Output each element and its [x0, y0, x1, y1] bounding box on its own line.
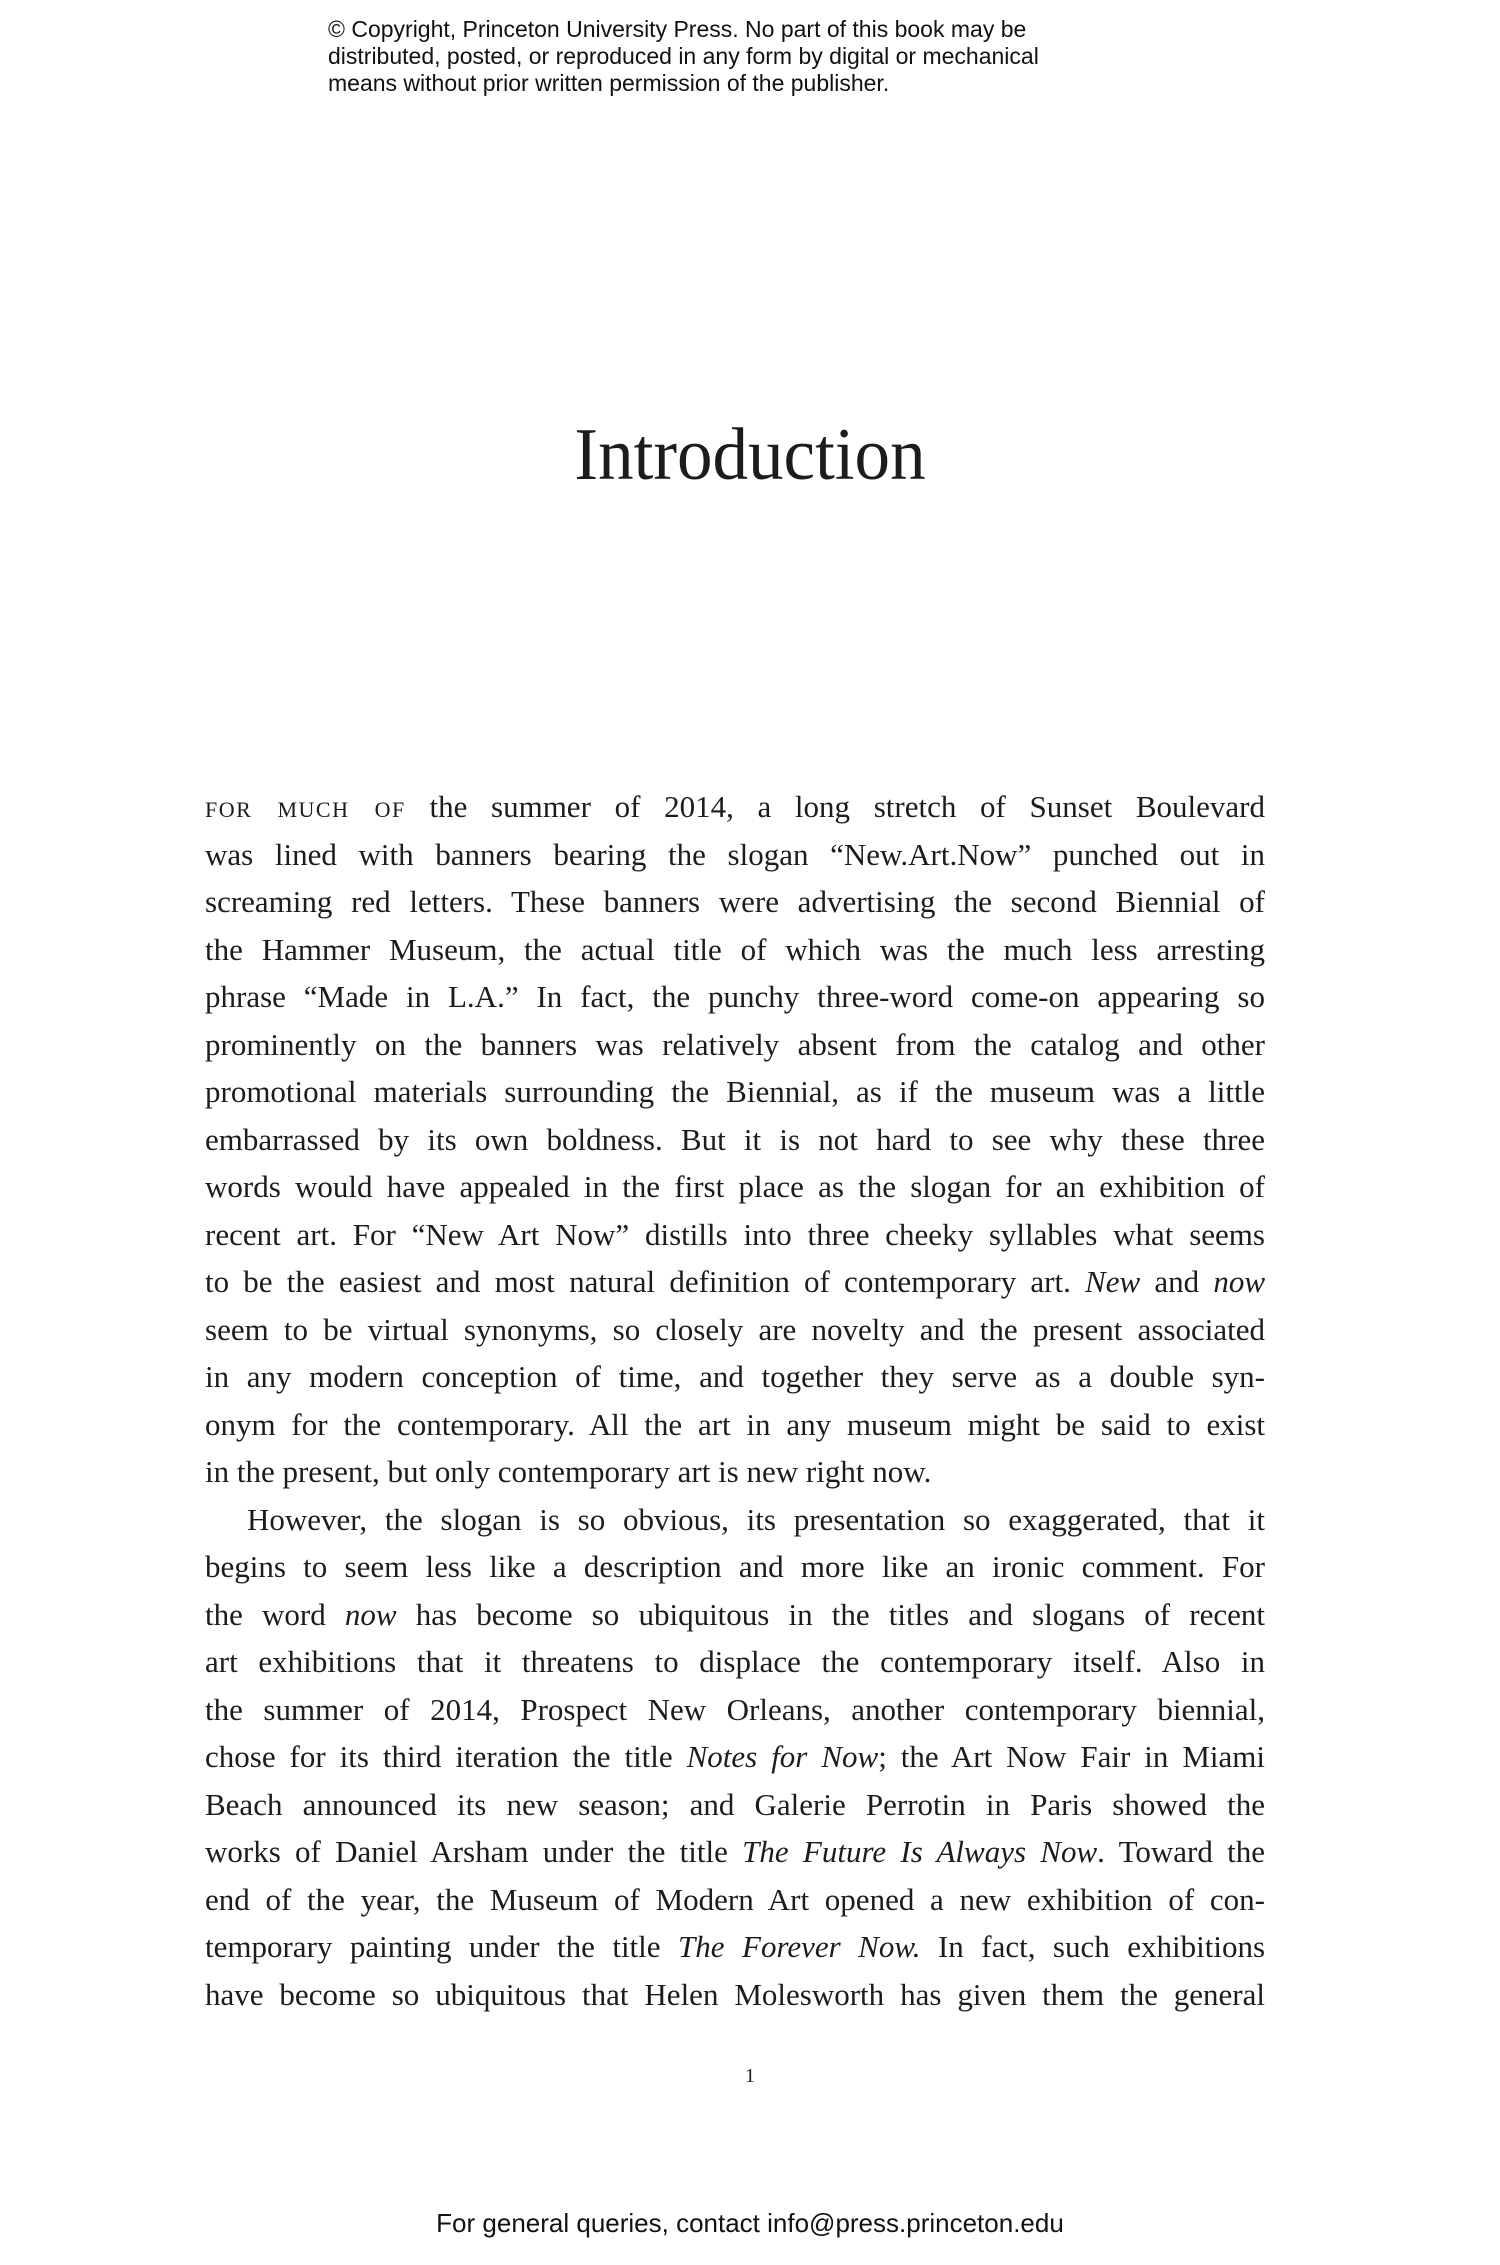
text-run: the word	[205, 1596, 345, 1632]
text-run: the summer of 2014, Prospect New Orleans, another contemporary biennial,	[205, 1691, 1265, 1727]
text-run: onym for the contemporary. All the art in any museum might be said to exist	[205, 1406, 1265, 1442]
text-run: Beach announced its new season; and Galerie Perrotin in Paris showed the	[205, 1786, 1265, 1822]
text-line	[205, 1591, 1265, 1639]
lead-in-small-caps: for much of	[205, 789, 406, 824]
italic-title: Notes for Now	[686, 1739, 879, 1774]
text-line	[205, 1828, 1265, 1876]
text-run: In fact, such exhibitions	[920, 1929, 1266, 1964]
text-run: in any modern conception of time, and together they serve as a double syn-	[205, 1359, 1265, 1394]
copyright-line: © Copyright, Princeton University Press. No part of this book may be	[328, 16, 1027, 42]
chapter-title: Introduction	[574, 414, 926, 496]
text-run: ; the Art Now Fair in Miami	[878, 1739, 1265, 1774]
body-text	[205, 783, 1265, 2018]
text-run: promotional materials surrounding the Biennial, as if the museum was a little	[205, 1074, 1265, 1109]
text-line	[205, 1448, 1265, 1496]
text-run: prominently on the banners was relatively absent from the catalog and other	[205, 1026, 1265, 1062]
text-line	[205, 1496, 1265, 1544]
text-line	[205, 1306, 1265, 1354]
text-run: end of the year, the Museum of Modern Art opened a new exhibition of con-	[205, 1881, 1265, 1917]
text-line	[205, 1021, 1265, 1069]
text-line	[205, 1068, 1265, 1116]
text-run: in the present, but only contemporary art is new right now.	[205, 1454, 932, 1489]
text-run: art exhibitions that it threatens to displace the contemporary itself. Also in	[205, 1644, 1265, 1679]
footer-contact: For general queries, contact info@press.princeton.edu	[436, 2208, 1064, 2238]
text-run: works of Daniel Arsham under the title	[205, 1834, 743, 1869]
text-line	[205, 973, 1265, 1021]
text-line	[205, 1781, 1265, 1829]
text-run: the Hammer Museum, the actual title of which was the much less arresting	[205, 931, 1265, 967]
text-run: and	[1140, 1264, 1214, 1299]
text-run: temporary painting under the title	[205, 1929, 679, 1964]
text-line	[205, 1353, 1265, 1401]
text-run: embarrassed by its own boldness. But it is not hard to see why these three	[205, 1121, 1265, 1157]
text-line	[205, 1401, 1265, 1449]
text-run: seem to be virtual synonyms, so closely are novelty and the present associated	[205, 1311, 1265, 1347]
text-line	[205, 1543, 1265, 1591]
text-line	[205, 878, 1265, 926]
text-run: has become so ubiquitous in the titles and slogans of recent	[396, 1596, 1265, 1632]
text-run: screaming red letters. These banners were advertising the second Biennial of	[205, 884, 1265, 919]
text-run: However, the slogan is so obvious, its presentation so exaggerated, that it	[247, 1501, 1265, 1537]
text-line	[205, 1876, 1265, 1924]
text-line	[205, 783, 1265, 831]
copyright-line: means without prior written permission of the publisher.	[328, 70, 890, 96]
paragraph-1	[205, 783, 1265, 1496]
text-run: chose for its third iteration the title	[205, 1739, 687, 1774]
text-run: have become so ubiquitous that Helen Molesworth has given them the general	[205, 1976, 1265, 2012]
text-run: to be the easiest and most natural definition of contemporary art.	[205, 1264, 1086, 1299]
paragraph-2	[205, 1496, 1265, 2019]
text-run: . Toward the	[1097, 1834, 1265, 1869]
text-line	[205, 1971, 1265, 2019]
text-line	[205, 1923, 1265, 1971]
text-line	[205, 1211, 1265, 1259]
text-run: phrase “Made in L.A.” In fact, the punchy three-word come-on appearing so	[205, 979, 1265, 1014]
text-line	[205, 1258, 1265, 1306]
page-number: 1	[745, 2065, 755, 2087]
text-line	[205, 1686, 1265, 1734]
italic-title: now	[344, 1596, 397, 1632]
text-run: words would have appealed in the first place as the slogan for an exhibition of	[205, 1169, 1265, 1204]
text-line	[205, 1733, 1265, 1781]
text-run: the summer of 2014, a long stretch of Sunset Boulevard	[405, 789, 1266, 824]
text-line	[205, 831, 1265, 879]
text-line	[205, 1638, 1265, 1686]
text-run: was lined with banners bearing the slogan “New.Art.Now” punched out in	[205, 836, 1265, 872]
italic-title: New	[1085, 1264, 1141, 1299]
italic-title: now	[1213, 1264, 1265, 1299]
copyright-line: distributed, posted, or reproduced in any form by digital or mechanical	[328, 43, 1039, 69]
text-line	[205, 926, 1265, 974]
text-line	[205, 1163, 1265, 1211]
copyright-notice	[328, 16, 1188, 97]
text-line	[205, 1116, 1265, 1164]
text-run: recent art. For “New Art Now” distills into three cheeky syllables what seems	[205, 1216, 1265, 1252]
text-run: begins to seem less like a description and more like an ironic comment. For	[205, 1549, 1265, 1584]
italic-title: The Future Is Always Now	[742, 1834, 1098, 1869]
italic-title: The Forever Now.	[678, 1929, 921, 1964]
